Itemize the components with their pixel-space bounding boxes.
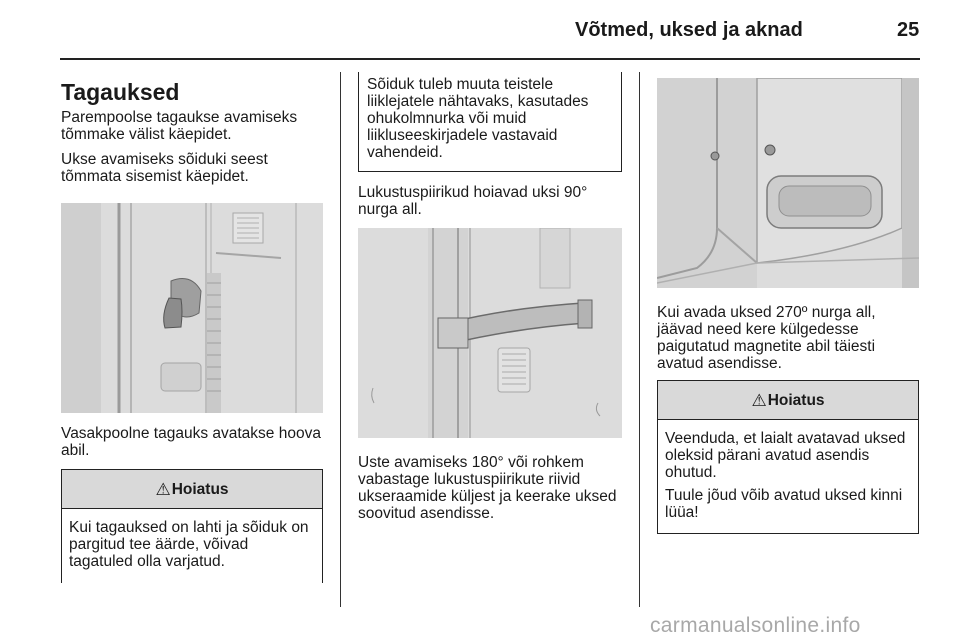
chapter-title: Võtmed, uksed ja aknad xyxy=(575,19,803,41)
paragraph: Parempoolse tagaukse avamiseks tõmmake välist käepidet. xyxy=(61,109,298,143)
rear-door-lever-illustration xyxy=(61,203,323,413)
paragraph: Kui avada uksed 270º nurga all, jäävad need kere külgedesse paigutatud magnetite abil täiesti avatud asendisse. xyxy=(657,304,876,372)
paragraph: Uste avamiseks 180° või rohkem vabastage lukustuspiirikute riivid ukseraamide küljest ja keerake uksed soovitud asendisse. xyxy=(358,454,617,522)
warning-body xyxy=(62,509,322,583)
paragraph: Ukse avamiseks sõiduki seest tõmmata sisemist käepidet. xyxy=(61,151,268,185)
warning-text: Tuule jõud võib avatud uksed kinni lüüa! xyxy=(665,487,903,521)
door-magnet-illustration xyxy=(657,78,919,288)
warning-box xyxy=(657,380,919,534)
warning-title: Hoiatus xyxy=(767,391,825,409)
note-text: Sõiduk tuleb muuta teistele liiklejatele nähtavaks, kasutades ohukolmnurka või muid liikluseeskirjadele vastavaid vahendeid. xyxy=(367,76,589,161)
warning-triangle-icon: ⚠ xyxy=(155,479,171,499)
column-1 xyxy=(61,78,323,583)
paragraph: Lukustuspiirikud hoiavad uksi 90° nurga all. xyxy=(358,184,588,218)
column-divider-1 xyxy=(340,72,341,607)
door-check-strap-illustration xyxy=(358,228,622,438)
paragraph: Vasakpoolne tagauks avatakse hoova abil. xyxy=(61,425,321,459)
page-header xyxy=(0,0,960,60)
warning-text: Veenduda, et laialt avatavad uksed oleksid pärani avatud asendis ohutud. xyxy=(665,430,906,481)
warning-header xyxy=(62,470,322,509)
watermark: carmanualsonline.info xyxy=(650,614,861,637)
warning-triangle-icon: ⚠ xyxy=(751,390,767,410)
warning-body xyxy=(658,420,918,533)
page-number: 25 xyxy=(897,19,920,41)
note-box xyxy=(358,72,622,172)
warning-box xyxy=(61,469,323,583)
section-title: Tagauksed xyxy=(61,79,180,105)
warning-title: Hoiatus xyxy=(171,480,229,498)
column-2 xyxy=(358,72,622,530)
warning-text: Kui tagauksed on lahti ja sõiduk on pargitud tee äärde, võivad tagatuled olla varjatud. xyxy=(69,519,309,570)
column-divider-2 xyxy=(639,72,640,607)
column-3 xyxy=(657,78,919,534)
warning-header xyxy=(658,381,918,420)
header-rule xyxy=(60,58,920,60)
